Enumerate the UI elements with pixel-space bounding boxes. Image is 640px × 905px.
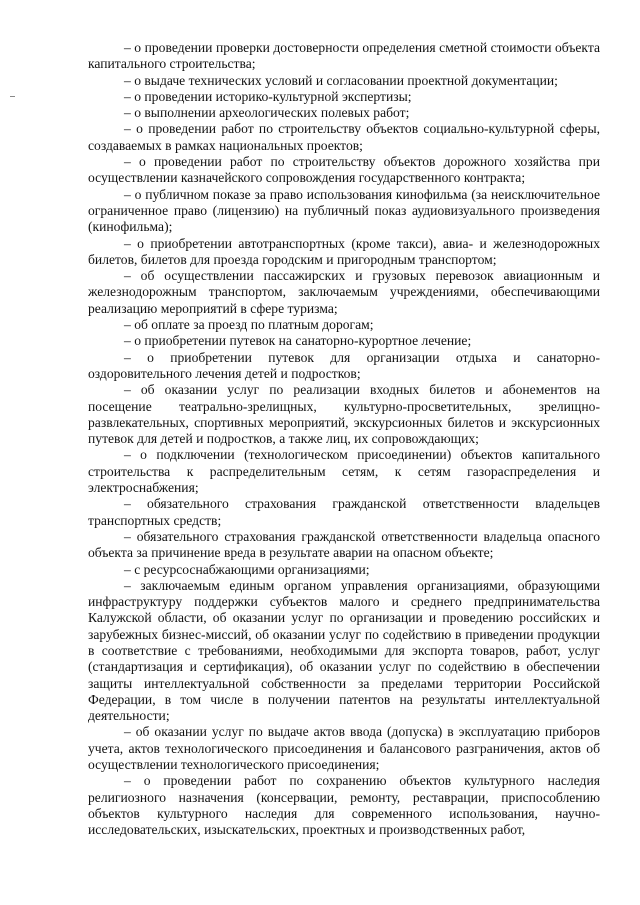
list-item-archaeological-works: – о выполнении археологических полевых работ; — [124, 105, 410, 121]
list-item-tickets-purchase: – о приобретении автотранспортных (кроме такси), авиа- и железнодорожных билетов, билетов для проезда городским и пригородным транспортом; — [88, 235, 600, 267]
list-item-utilities: – с ресурсоснабжающими организациями; — [124, 561, 370, 577]
list-item-vehicle-insurance: – обязательного страхования гражданской ответственности владельцев транспортных средств; — [88, 496, 600, 528]
list-item-entrance-tickets: – об оказании услуг по реализации входных билетов и абонементов на посещение театрально-зрелищных, культурно-просветительных, зрелищно-развлекательных, спортивных мероприятий, экскурсионных билетов и экскурсионных путевок для детей и подростков, а также лиц, их сопровождающих; — [88, 382, 600, 447]
list-item-toll-roads: – об оплате за проезд по платным дорогам; — [124, 317, 374, 333]
list-item-metering-acts: – об оказании услуг по выдаче актов ввода (допуска) в эксплуатацию приборов учета, актов технологического присоединения и балансового разграничения, актов об осуществлении технологического присоединения; — [88, 724, 600, 773]
list-item-heritage-preservation: – о проведении работ по сохранению объектов культурного наследия религиозного назначения (консервации, ремонту, реставрации, приспособлению объектов культурного наследия для современного использования, научно-исследовательских, изыскательских, проектных и производственных работ, — [88, 773, 600, 838]
list-item-grid-connection: – о подключении (технологическом присоединении) объектов капитального строительства к распределительным сетям, к сетям газораспределения и электроснабжения; — [88, 447, 600, 496]
list-item-road-construction: – о проведении работ по строительству объектов дорожного хозяйства при осуществлении казначейского сопровождения государственного контракта; — [88, 154, 600, 186]
margin-mark — [10, 96, 15, 97]
list-item-sanatorium-vouchers: – о приобретении путевок на санаторно-курортное лечение; — [124, 333, 472, 349]
list-item-transportation: – об осуществлении пассажирских и грузовых перевозок авиационным и железнодорожным транспортом, заключаемым учреждениями, обеспечивающими реализацию мероприятий в сфере туризма; — [88, 268, 600, 316]
list-item-film-screening: – о публичном показе за право использования кинофильма (за неисключительное ограниченное право (лицензию) на публичный показ аудиовизуального произведения (кинофильма); — [88, 186, 600, 235]
list-item-historical-expertise: – о проведении историко-культурной экспертизы; — [124, 88, 412, 104]
list-item-business-support: – заключаемым единым органом управления организациями, образующими инфраструктуру поддержки субъектов малого и среднего предпринимательства Калужской области, об оказании услуг по организации и проведению российских и зарубежных бизнес-миссий, об оказании услуг по содействию в приведении продукции в соответствие с требованиями, необходимыми для экспорта товаров, работ, услуг (стандартизация и сертификация), об оказании услуг по содействию в обеспечении защиты интеллектуальной собственности за пределами территории Российской Федерации, в том числе в получении патентов на результаты интеллектуальной деятельности; — [88, 577, 600, 724]
list-item-social-construction: – о проведении работ по строительству объектов социально-культурной сферы, создаваемых в рамках национальных проектов; — [88, 121, 600, 153]
list-item-verification: – о проведении проверки достоверности определения сметной стоимости объекта капитального строительства; — [88, 40, 600, 72]
list-item-technical-conditions: – о выдаче технических условий и согласовании проектной документации; — [124, 72, 558, 88]
list-item-hazard-insurance: – обязательного страхования гражданской ответственности владельца опасного объекта за причинение вреда в результате аварии на опасном объекте; — [88, 528, 600, 561]
document-page — [88, 40, 600, 839]
list-item-children-vouchers: – о приобретении путевок для организации отдыха и санаторно-оздоровительного лечения детей и подростков; — [88, 349, 600, 381]
